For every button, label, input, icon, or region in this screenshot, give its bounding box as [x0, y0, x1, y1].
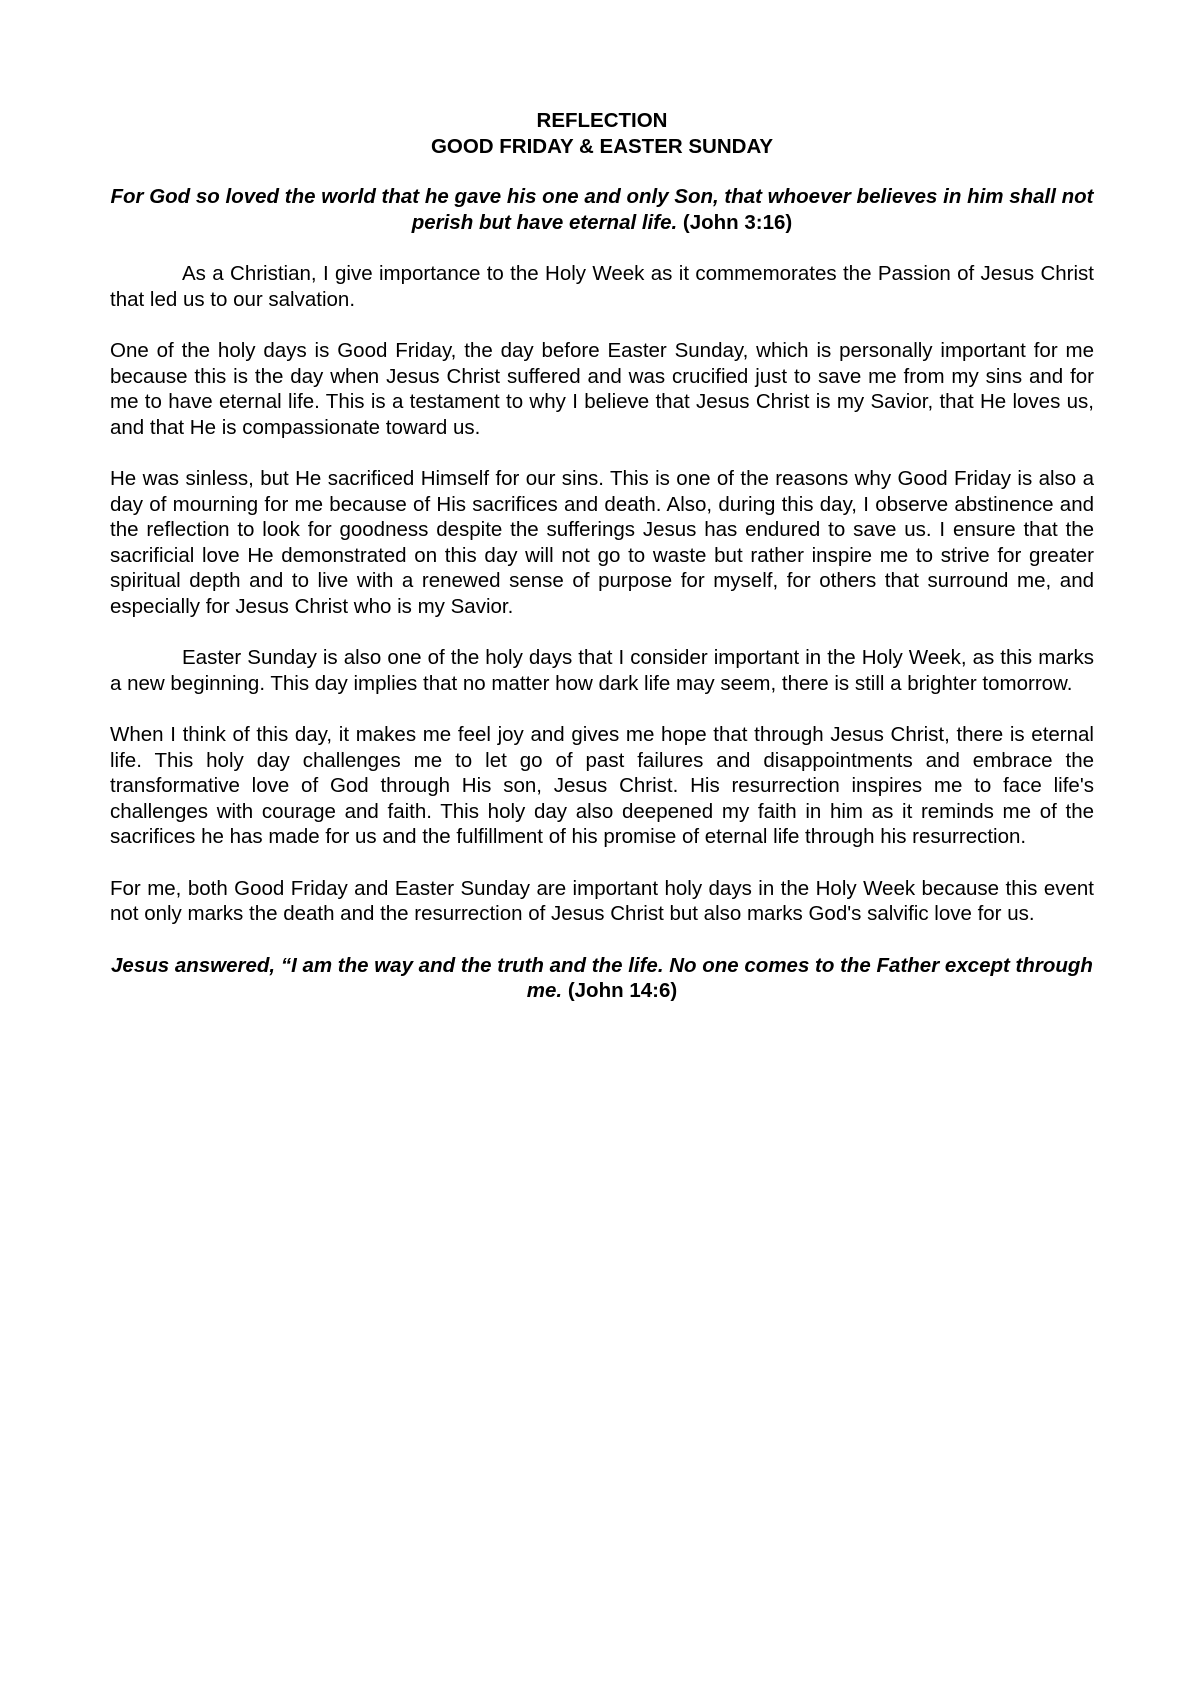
opening-quote-reference: (John 3:16): [682, 210, 793, 234]
paragraph-3: He was sinless, but He sacrificed Himself for our sins. This is one of the reasons why Good Friday is also a day of mourning for me because of His sacrifices and death. Also, during this day, I observe abstinence and the reflection to look for goodness despite the sufferings Jesus has endured to save us. I ensure that the sacrificial love He demonstrated on this day will not go to waste but rather inspire me to strive for greater spiritual depth and to live with a renewed sense of purpose for myself, for others that surround me, and especially for Jesus Christ who is my Savior.: [110, 467, 1094, 618]
paragraph-4: Easter Sunday is also one of the holy days that I consider important in the Holy Week, as this marks a new beginning. This day implies that no matter how dark life may seem, there is still a brighter tomorrow.: [110, 646, 1094, 695]
closing-quote-text: Jesus answered, “I am the way and the truth and the life. No one comes to the Father except through me.: [111, 953, 1093, 1002]
document-title: REFLECTION: [536, 109, 668, 132]
opening-quote: [110, 184, 1094, 235]
document-body: [110, 108, 1094, 1004]
document-subtitle: GOOD FRIDAY & EASTER SUNDAY: [430, 134, 774, 158]
opening-quote-text: For God so loved the world that he gave his one and only Son, that whoever believes in him shall not perish but have eternal life.: [110, 185, 1094, 234]
paragraph-1: As a Christian, I give importance to the Holy Week as it commemorates the Passion of Jesus Christ that led us to our salvation.: [110, 262, 1094, 311]
paragraph-5: When I think of this day, it makes me feel joy and gives me hope that through Jesus Christ, there is eternal life. This holy day challenges me to let go of past failures and disappointments and embrace the transformative love of God through His son, Jesus Christ. His resurrection inspires me to face life's challenges with courage and faith. This holy day also deepened my faith in him as it reminds me of the sacrifices he has made for us and the fulfillment of his promise of eternal life through his resurrection.: [110, 723, 1094, 848]
closing-quote-reference: (John 14:6): [567, 979, 678, 1002]
paragraph-2: One of the holy days is Good Friday, the day before Easter Sunday, which is personally important for me because this is the day when Jesus Christ suffered and was crucified just to save me from my sins and for me to have eternal life. This is a testament to why I believe that Jesus Christ is my Savior, that He loves us, and that He is compassionate toward us.: [110, 339, 1094, 439]
paragraph-6: For me, both Good Friday and Easter Sunday are important holy days in the Holy Week because this event not only marks the death and the resurrection of Jesus Christ but also marks God's salvific love for us.: [110, 876, 1094, 925]
closing-quote: [110, 953, 1094, 1004]
